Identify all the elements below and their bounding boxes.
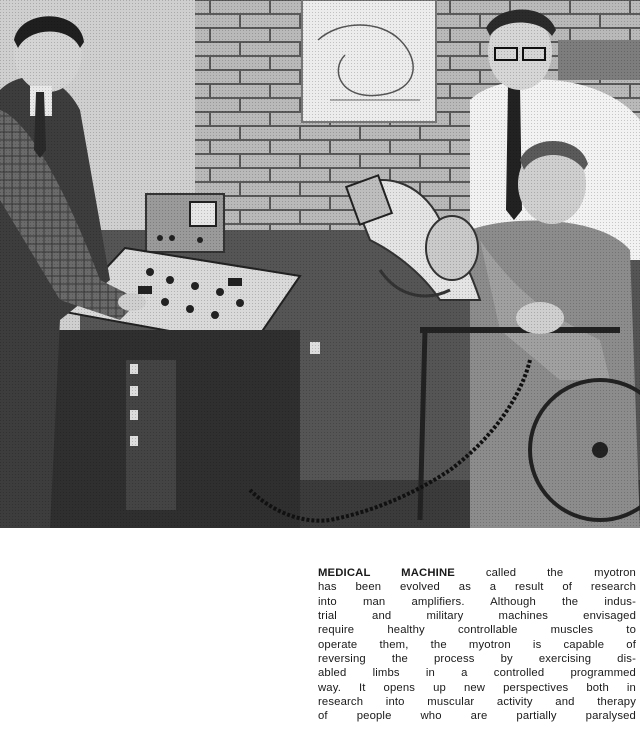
caption-line-10: research into muscular activity and therapy: [318, 696, 636, 709]
caption-line-1: called the myotron: [454, 567, 636, 579]
caption-line: [318, 566, 636, 580]
caption-line-9: way. It opens up new perspectives both in: [318, 681, 636, 694]
caption-line-11: of people who are partially paralysed: [318, 710, 636, 723]
caption-line-7: reversing the process by exercising dis-: [318, 653, 636, 666]
caption-line-2: has been evolved as a result of research: [318, 581, 636, 594]
caption-line-8: abled limbs in a controlled programmed: [318, 667, 636, 680]
caption-line-3: into man amplifiers. Although the indus-: [318, 595, 636, 608]
caption-line-4: trial and military machines envisaged: [318, 610, 636, 623]
caption-lead: MEDICAL MACHINE: [318, 567, 455, 579]
caption-line-5: require healthy controllable muscles to: [318, 624, 636, 637]
photo-caption: [318, 566, 636, 724]
caption-line-6: operate them, the myotron is capable of: [318, 638, 636, 651]
